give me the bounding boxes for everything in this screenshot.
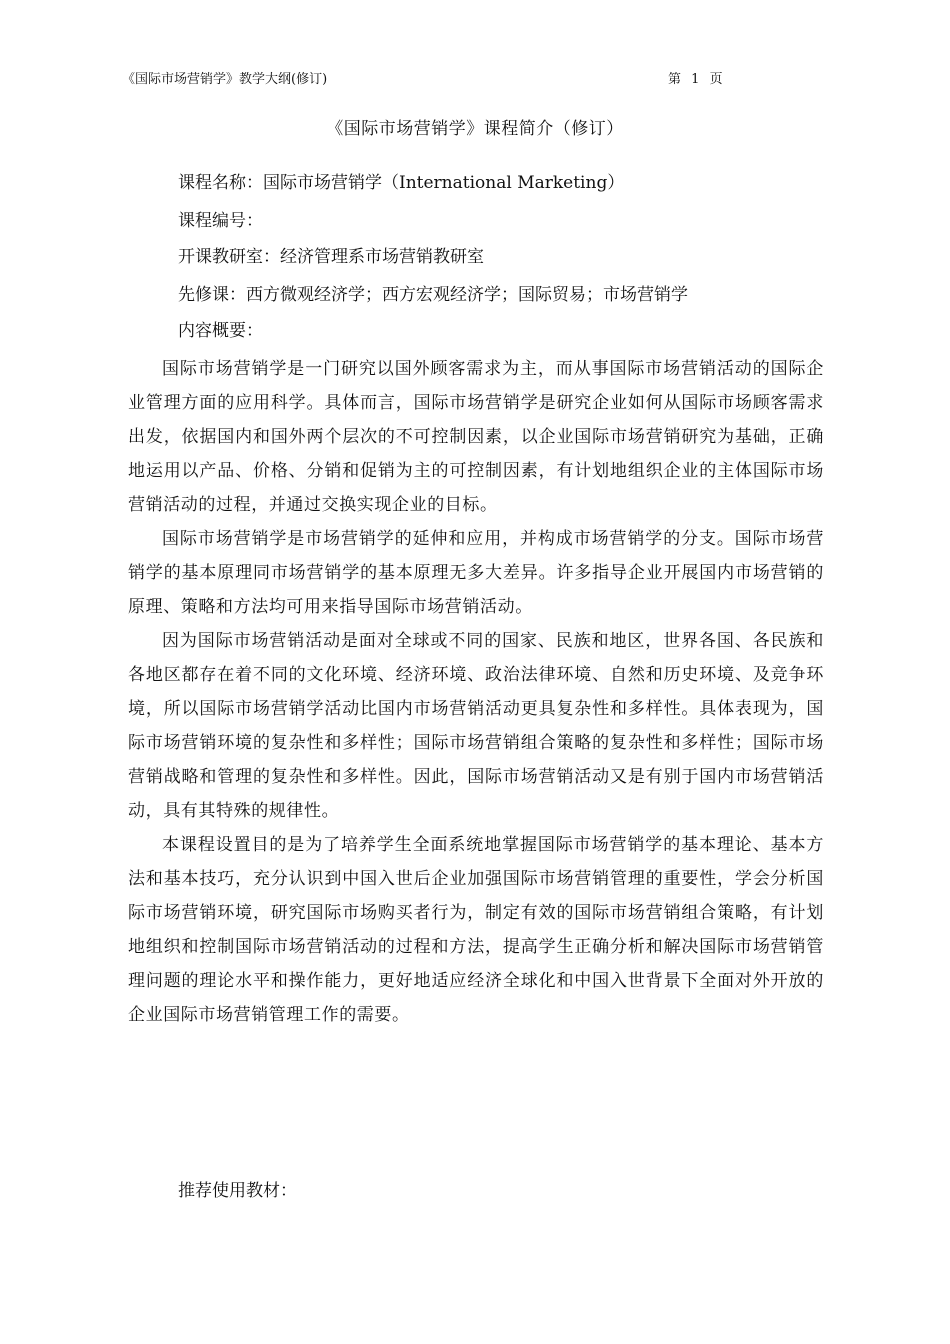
course-name-field: 课程名称：国际市场营销学（International Marketing） — [178, 173, 625, 193]
textbook-label: 推荐使用教材： — [178, 1181, 297, 1201]
document-title: 《国际市场营销学》课程简介（修订） — [326, 119, 624, 139]
paragraph: 因为国际市场营销活动是面对全球或不同的国家、民族和地区，世界各国、各民族和各地区都存在着不同的文化环境、经济环境、政治法律环境、自然和历史环境、及竞争环境，所以国际市场营销学活动比国内市场营销活动更具复杂性和多样性。具体表现为，国际市场营销环境的复杂性和多样性；国际市场营销组合策略的复杂性和多样性；国际市场营销战略和管理的复杂性和多样性。因此，国际市场营销活动又是有别于国内市场营销活动，具有其特殊的规律性。 — [128, 631, 824, 821]
paragraph: 国际市场营销学是市场营销学的延伸和应用，并构成市场营销学的分支。国际市场营销学的基本原理同市场营销学的基本原理无多大差异。许多指导企业开展国内市场营销的原理、策略和方法均可用来指导国际市场营销活动。 — [128, 529, 824, 617]
department-field: 开课教研室：经济管理系市场营销教研室 — [178, 247, 484, 267]
prerequisites-field: 先修课：西方微观经济学；西方宏观经济学；国际贸易；市场营销学 — [178, 285, 688, 305]
running-header-title: 《国际市场营销学》教学大纲(修订) — [122, 72, 328, 87]
overview-body — [128, 352, 824, 1032]
course-code-field: 课程编号： — [178, 211, 263, 231]
page-prefix: 第 — [668, 72, 682, 87]
overview-label: 内容概要： — [178, 321, 263, 341]
page-number: 1 — [691, 72, 700, 87]
paragraph: 国际市场营销学是一门研究以国外顾客需求为主，而从事国际市场营销活动的国际企业管理方面的应用科学。具体而言，国际市场营销学是研究企业如何从国际市场顾客需求出发，依据国内和国外两个层次的不可控制因素，以企业国际市场营销研究为基础，正确地运用以产品、价格、分销和促销为主的可控制因素，有计划地组织企业的主体国际市场营销活动的过程，并通过交换实现企业的目标。 — [128, 359, 824, 515]
page-number-label — [668, 72, 723, 88]
page-suffix: 页 — [709, 72, 723, 87]
paragraph: 本课程设置目的是为了培养学生全面系统地掌握国际市场营销学的基本理论、基本方法和基本技巧，充分认识到中国入世后企业加强国际市场营销管理的重要性，学会分析国际市场营销环境，研究国际市场购买者行为，制定有效的国际市场营销组合策略，有计划地组织和控制国际市场营销活动的过程和方法，提高学生正确分析和解决国际市场营销管理问题的理论水平和操作能力，更好地适应经济全球化和中国入世背景下全面对外开放的企业国际市场营销管理工作的需要。 — [128, 835, 824, 1025]
